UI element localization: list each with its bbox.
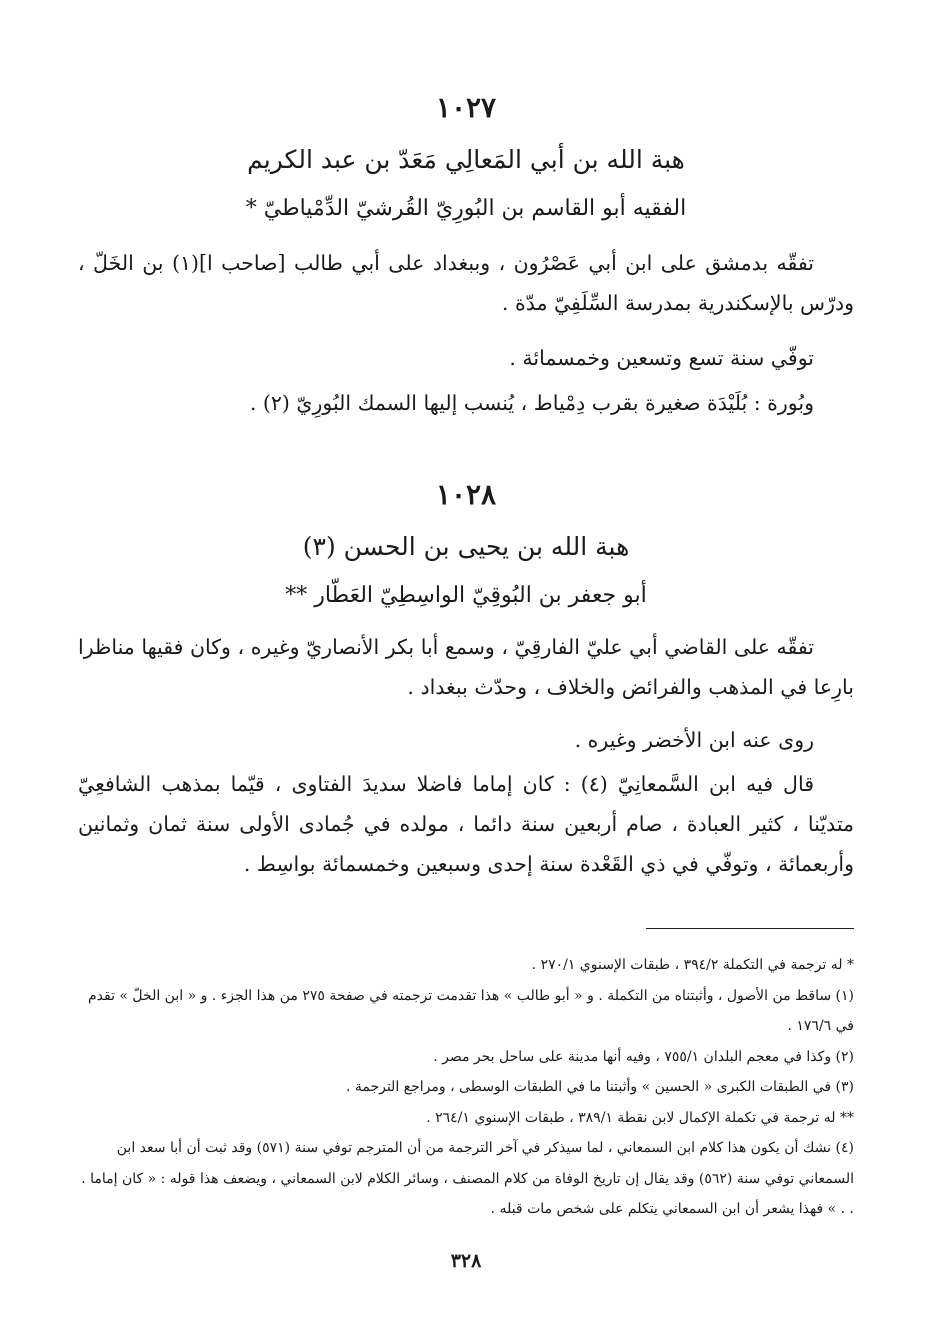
footnotes bbox=[78, 950, 854, 1225]
footnote: (٤) نشك أن يكون هذا كلام ابن السمعاني ، لما سيذكر في آخر الترجمة من أن المترجم توفي سنة (٥٧١) وقد ثبت أن أبا سعد ابن السمعاني توفي سنة (٥٦٢) وقد يقال إن تاريخ الوفاة من كلام المصنف ، وسائر الكلام لابن السمعاني ، ويضعف هذا قوله : « كان إماما . . . » فهذا يشعر أن ابن السمعاني يتكلم على شخص مات قبله . bbox=[81, 1140, 854, 1217]
entry-name: هبة الله بن يحيى بن الحسن (٣) bbox=[302, 532, 630, 561]
entry-paragraph: روى عنه ابن الأخضر وغيره . bbox=[574, 728, 814, 752]
entry-nisba: الفقيه أبو القاسم بن البُورِيّ القُرشيّ الدِّمْياطيّ * bbox=[245, 196, 687, 221]
entry-paragraph: تفقّه على القاضي أبي عليّ الفارقِيّ ، وسمع أبا بكر الأنصاريّ وغيره ، وكان فقيها مناظرا بارِعا في المذهب والفرائض والخلاف ، وحدّث ببغداد . bbox=[78, 635, 854, 699]
footnote: * له ترجمة في التكملة ٣٩٤/٢ ، طبقات الإسنوي ٢٧٠/١ . bbox=[531, 957, 854, 973]
entry-nisba: أبو جعفر بن البُوقِيّ الواسِطِيّ العَطّار ** bbox=[285, 583, 647, 608]
footnote: (٣) في الطبقات الكبرى « الحسين » وأثبتنا ما في الطبقات الوسطى ، ومراجع الترجمة . bbox=[345, 1079, 854, 1095]
entry-paragraph: قال فيه ابن السَّمعانِيّ (٤) : كان إماما فاضلا سديدَ الفتاوى ، قيّما بمذهب الشافعِيّ متديّنا ، كثير العبادة ، صام أربعين سنة دائما ، مولده في جُمادى الأولى سنة ثمان وثمانين وأربعمائة ، وتوفّي في ذي القَعْدة سنة إحدى وسبعين وخمسمائة بواسِط . bbox=[78, 772, 854, 876]
entry-paragraph: تفقّه بدمشق على ابن أبي عَصْرُون ، وببغداد على أبي طالب [صاحب ا](١) بن الخَلّ ، ودرّس بالإسكندرية بمدرسة السِّلَفِيّ مدّة . bbox=[78, 251, 854, 315]
entry-paragraph: توفّي سنة تسع وتسعين وخمسمائة . bbox=[509, 346, 814, 370]
entry-paragraph: وبُورة : بُلَيْدَة صغيرة بقرب دِمْياط ، يُنسب إليها السمك البُورِيّ (٢) . bbox=[249, 391, 814, 415]
footnote-divider bbox=[646, 928, 854, 929]
book-page bbox=[78, 0, 854, 1331]
entry-number: ١٠٢٧ bbox=[435, 91, 497, 124]
footnote: (٢) وكذا في معجم البلدان ٧٥٥/١ ، وفيه أنها مدينة على ساحل بحر مصر . bbox=[433, 1048, 854, 1065]
page-number: ٣٢٨ bbox=[450, 1250, 482, 1272]
entry-number: ١٠٢٨ bbox=[435, 478, 497, 511]
footnote: (١) ساقط من الأصول ، وأثبتناه من التكملة . و « أبو طالب » هذا تقدمت ترجمته في صفحة ٢٧٥ من هذا الجزء . و « ابن الخلّ » تقدم في ١٧٦/٦ . bbox=[87, 987, 854, 1034]
entry-name: هبة الله بن أبي المَعالِي مَعَدّ بن عبد الكريم bbox=[247, 145, 685, 174]
footnote: ** له ترجمة في تكملة الإكمال لابن نقطة ٣٨٩/١ ، طبقات الإسنوي ٢٦٤/١ . bbox=[426, 1109, 854, 1126]
